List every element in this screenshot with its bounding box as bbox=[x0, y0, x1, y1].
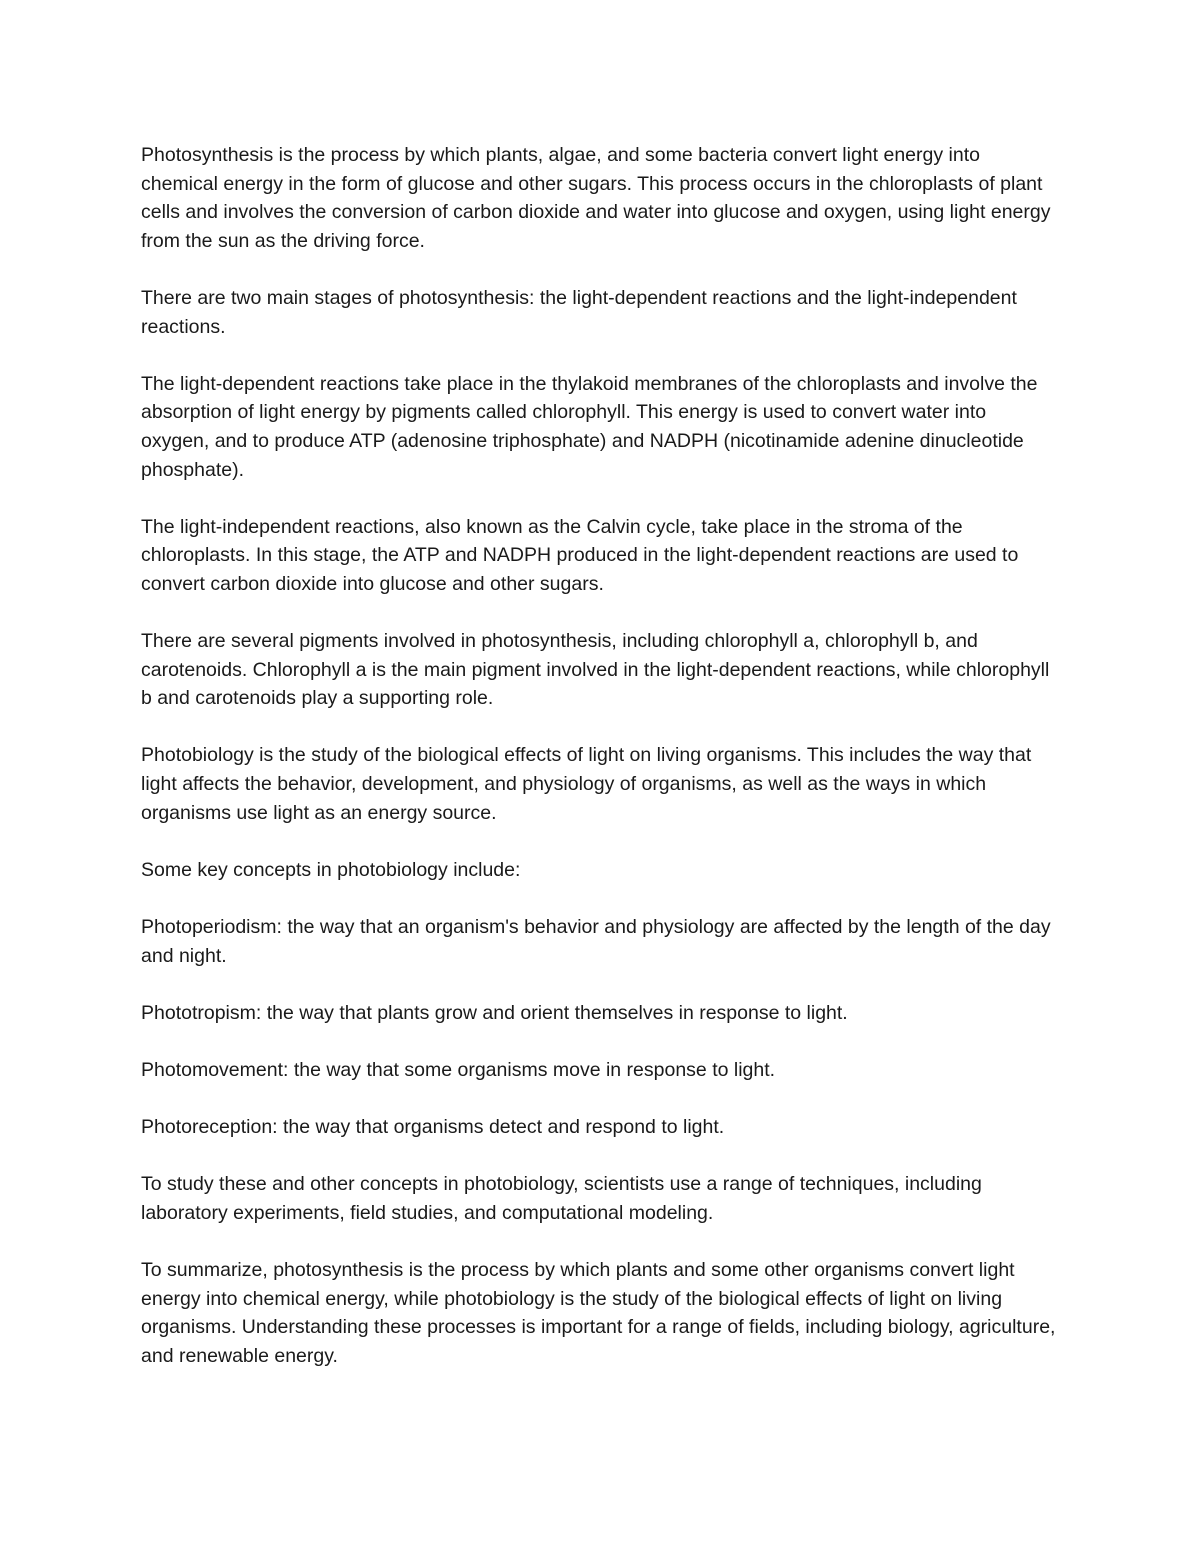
paragraph-techniques: To study these and other concepts in photobiology, scientists use a range of techniques, including laboratory experiments, field studies, and computational modeling. bbox=[141, 1173, 982, 1224]
paragraph-key-concepts: Some key concepts in photobiology include: bbox=[141, 858, 521, 881]
paragraph-photobiology-intro: Photobiology is the study of the biological effects of light on living organisms. This includes the way that light affects the behavior, development, and physiology of organisms, as well as the ways in which organisms use light as an energy source. bbox=[141, 744, 1032, 824]
paragraph-light-dependent: The light-dependent reactions take place in the thylakoid membranes of the chloroplasts and involve the absorption of light energy by pigments called chlorophyll. This energy is used to convert water into oxygen, and to produce ATP (adenosine triphosphate) and NADPH (nicotinamide adenine dinucleotide phosphate). bbox=[141, 372, 1038, 481]
paragraph-photomovement: Photomovement: the way that some organisms move in response to light. bbox=[141, 1059, 776, 1081]
paragraph-photoperiodism: Photoperiodism: the way that an organism's behavior and physiology are affected by the length of the day and night. bbox=[141, 916, 1051, 967]
paragraph-light-independent: The light-independent reactions, also known as the Calvin cycle, take place in the stroma of the chloroplasts. In this stage, the ATP and NADPH produced in the light-dependent reactions are used to convert carbon dioxide into glucose and other sugars. bbox=[141, 515, 1019, 595]
paragraph-pigments: There are several pigments involved in photosynthesis, including chlorophyll a, chlorophyll b, and carotenoids. Chlorophyll a is the main pigment involved in the light-dependent reactions, while chlorophyll b and carotenoids play a supporting role. bbox=[141, 630, 1050, 710]
paragraph-photosynthesis-intro: Photosynthesis is the process by which plants, algae, and some bacteria convert light energy into chemical energy in the form of glucose and other sugars. This process occurs in the chloroplasts of plant cells and involves the conversion of carbon dioxide and water into glucose and oxygen, using light energy from the sun as the driving force. bbox=[141, 144, 1051, 252]
paragraph-phototropism: Phototropism: the way that plants grow and orient themselves in response to light. bbox=[141, 1001, 848, 1024]
paragraph-summary: To summarize, photosynthesis is the process by which plants and some other organisms convert light energy into chemical energy, while photobiology is the study of the biological effects of light on living organisms. Understanding these processes is important for a range of fields, including biology, agriculture, and renewable energy. bbox=[141, 1259, 1056, 1367]
paragraph-two-stages: There are two main stages of photosynthesis: the light-dependent reactions and the light-independent reactions. bbox=[141, 286, 1017, 338]
document-body bbox=[141, 141, 1059, 1399]
paragraph-photoreception: Photoreception: the way that organisms detect and respond to light. bbox=[141, 1116, 725, 1139]
